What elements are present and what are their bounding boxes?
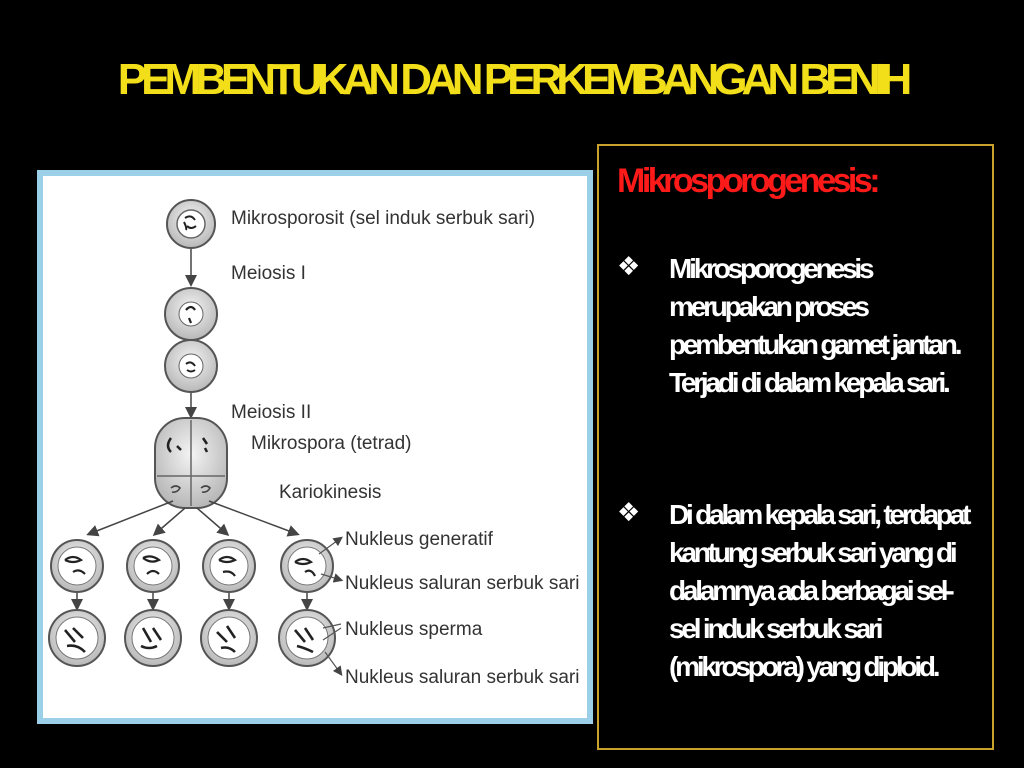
label-nukleus-saluran-2: Nukleus saluran serbuk sari <box>345 667 580 688</box>
pollen-row-1 <box>51 540 333 592</box>
label-nukleus-sperma: Nukleus sperma <box>345 619 483 640</box>
label-kariokinesis: Kariokinesis <box>279 482 382 503</box>
text-panel <box>597 144 994 750</box>
bullet-text-1: Mikrosporogenesis merupakan proses pembentukan gamet jantan. Terjadi di dalam kepala sari. <box>669 253 960 398</box>
pollen-row-2 <box>49 610 335 666</box>
label-nukleus-saluran-1: Nukleus saluran serbuk sari <box>345 573 580 594</box>
mikrosporogenesis-diagram <box>37 170 593 724</box>
dyad-cell <box>165 288 217 392</box>
label-meiosis-1: Meiosis I <box>231 263 306 284</box>
label-mikrosporosit: Mikrosporosit (sel induk serbuk sari) <box>231 208 536 229</box>
down-arrows <box>77 593 307 608</box>
mikrosporosit-cell <box>167 200 215 248</box>
tetrad-cell <box>155 418 227 508</box>
diamond-dots-bullet-icon: ❖ <box>617 252 641 282</box>
panel-heading: Mikrosporogenesis: <box>617 162 878 200</box>
slide-title: PEMBENTUKAN DAN PERKEMBANGAN BENIH <box>117 55 907 104</box>
bullet-text-2: Di dalam kepala sari, terdapat kantung serbuk sari yang di dalamnya ada berbagai sel-sel induk serbuk sari (mikrospora) yang diploid. <box>669 499 969 682</box>
label-meiosis-2: Meiosis II <box>231 402 312 423</box>
label-mikrospora-tetrad: Mikrospora (tetrad) <box>251 433 412 454</box>
diagram-svg <box>43 176 587 718</box>
diamond-dots-bullet-icon: ❖ <box>617 498 641 528</box>
label-nukleus-generatif: Nukleus generatif <box>345 529 493 550</box>
